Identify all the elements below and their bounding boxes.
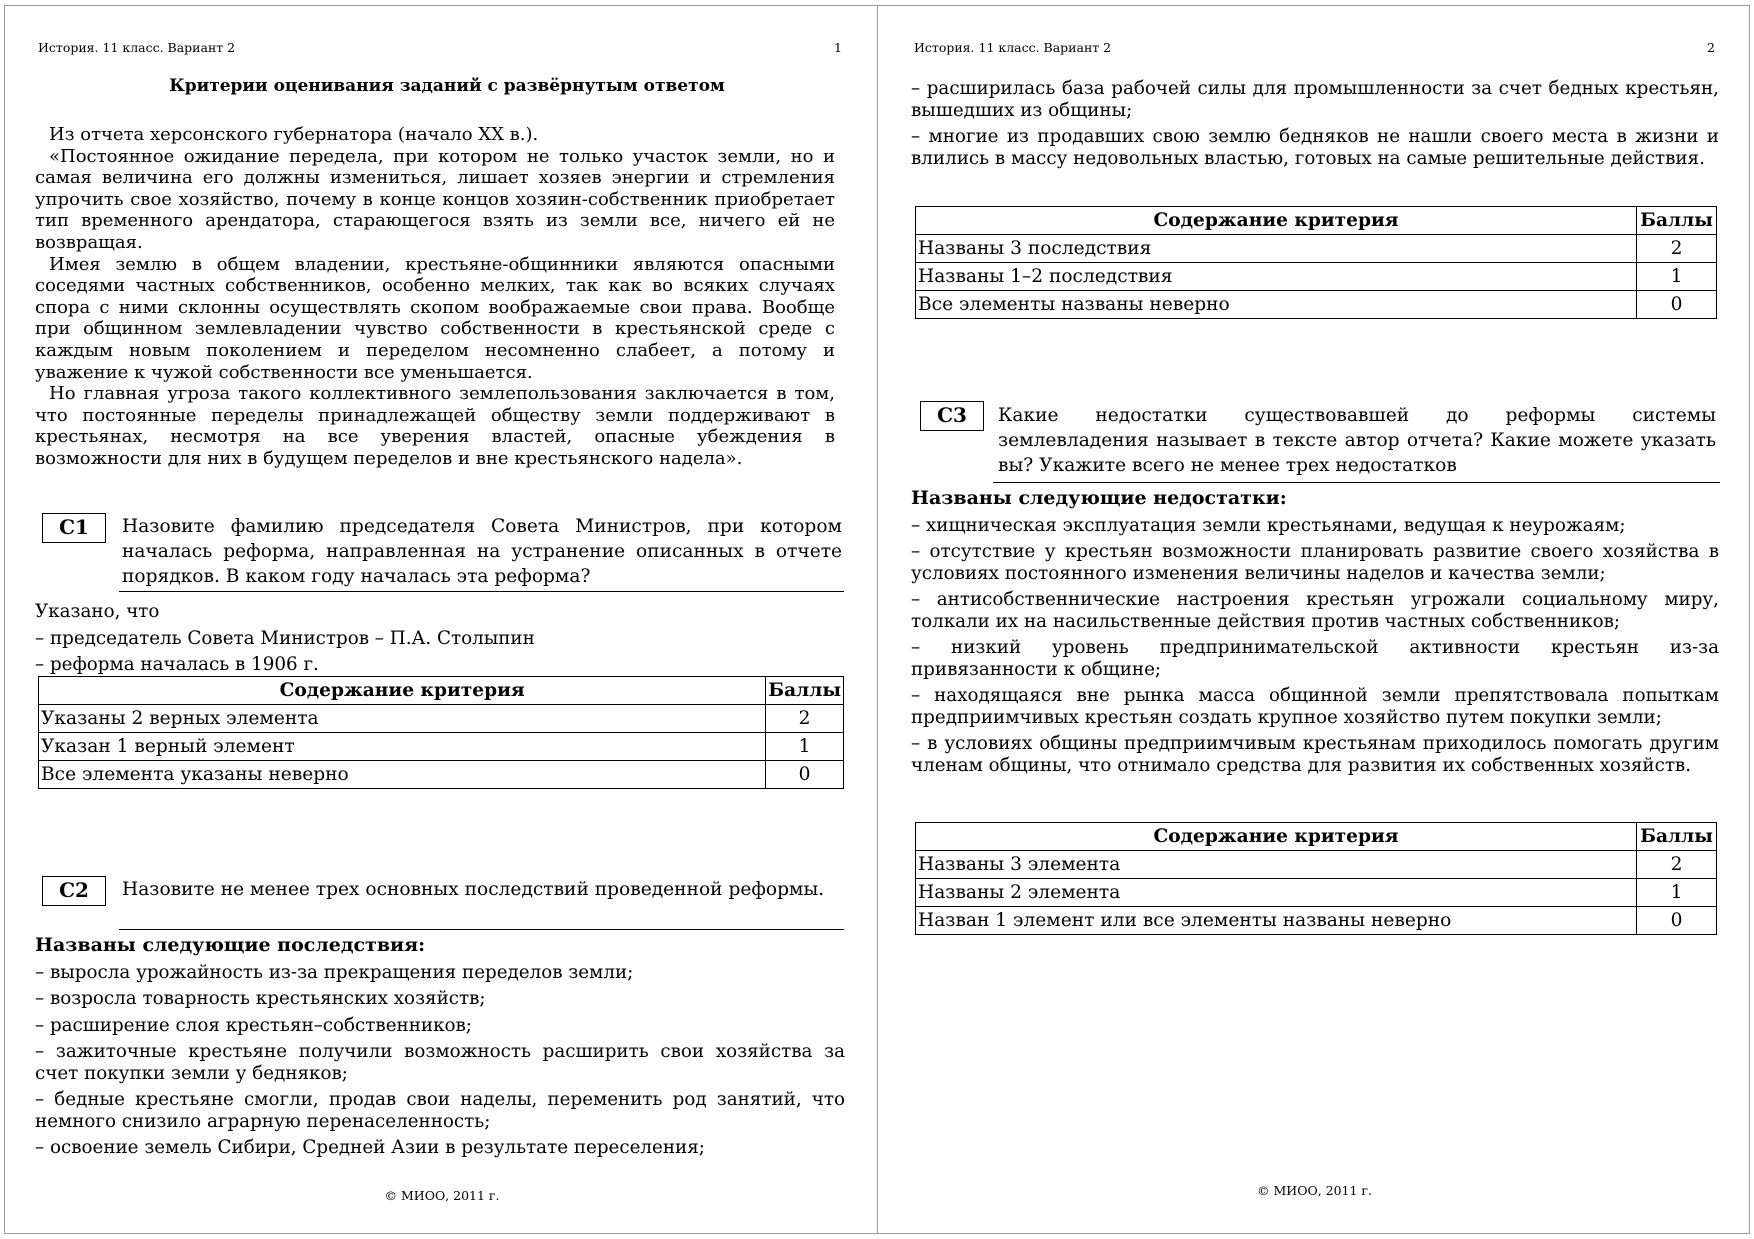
question-underline bbox=[993, 482, 1720, 483]
col-content-header: Содержание критерия bbox=[916, 823, 1637, 851]
criterion-points: 2 bbox=[766, 705, 844, 733]
criterion-text: Назван 1 элемент или все элементы названы неверно bbox=[916, 907, 1637, 935]
list-item: – возросла товарность крестьянских хозяйств; bbox=[35, 988, 486, 1009]
criteria-table-c1 bbox=[38, 676, 844, 789]
criterion-points: 1 bbox=[766, 733, 844, 761]
excerpt-paragraph: Имея землю в общем владении, крестьяне-общинники являются опасными соседями частных собственников, особенно мелких, так как во всяких случаях спора с ними склонны осуществлять скопом воображаемые свои права. Вообще при общинном землевладении чувство собственности в крестьянской среде с каждым новым поколением и переделом несомненно слабеет, а потому и уважение к чужой собственности все уменьшается. bbox=[35, 253, 835, 383]
task-c2-answer bbox=[35, 935, 845, 1164]
list-item: – освоение земель Сибири, Средней Азии в результате переселения; bbox=[35, 1137, 705, 1158]
list-item: – низкий уровень предпринимательской активности крестьян из-за привязанности к общине; bbox=[911, 637, 1719, 680]
table-row bbox=[39, 761, 844, 789]
criterion-text: Указаны 2 верных элемента bbox=[39, 705, 766, 733]
source-caption: Из отчета херсонского губернатора (начало XX в.). bbox=[49, 124, 539, 145]
page-number: 2 bbox=[1707, 40, 1715, 55]
task-c3-answer bbox=[911, 488, 1719, 781]
criterion-text: Названы 2 элемента bbox=[916, 879, 1637, 907]
criterion-points: 2 bbox=[1637, 235, 1717, 263]
list-item: – многие из продавших свою землю бедняков не нашли своего места в жизни и влились в массу недовольных властью, готовых на самые решительные действия. bbox=[911, 126, 1719, 169]
list-item: – находящаяся вне рынка масса общинной земли препятствовала попыткам предприимчивых крестьян создать крупное хозяйство путем покупки земли; bbox=[911, 685, 1719, 728]
criterion-text: Указан 1 верный элемент bbox=[39, 733, 766, 761]
col-points-header: Баллы bbox=[1637, 823, 1717, 851]
list-item: – хищническая эксплуатация земли крестьянами, ведущая к неурожаям; bbox=[911, 514, 1626, 536]
list-item: – зажиточные крестьяне получили возможность расширить свои хозяйства за счет покупки земли у бедняков; bbox=[35, 1041, 845, 1084]
list-item: – антисобственнические настроения крестьян угрожали социальному миру, толкали их на насильственные действия против частных собственников; bbox=[911, 589, 1719, 632]
answer-heading: Названы следующие недостатки: bbox=[911, 487, 1287, 509]
criterion-text: Все элементы названы неверно bbox=[916, 291, 1637, 319]
page-number: 1 bbox=[834, 40, 842, 55]
criterion-points: 0 bbox=[1637, 907, 1717, 935]
task-c2-answer-continued bbox=[911, 78, 1719, 174]
task-c1-answer bbox=[35, 599, 835, 679]
table-row bbox=[916, 907, 1717, 935]
page-2 bbox=[877, 5, 1750, 1234]
answer-line: Указано, что bbox=[35, 601, 160, 622]
page-1 bbox=[4, 5, 878, 1234]
list-item: – расширилась база рабочей силы для промышленности за счет бедных крестьян, вышедших из общины; bbox=[911, 78, 1719, 121]
col-points-header: Баллы bbox=[766, 677, 844, 705]
col-points-header: Баллы bbox=[1637, 207, 1717, 235]
criterion-points: 1 bbox=[1637, 263, 1717, 291]
table-row bbox=[916, 851, 1717, 879]
running-title: История. 11 класс. Вариант 2 bbox=[38, 40, 236, 55]
table-row bbox=[916, 291, 1717, 319]
excerpt-paragraph: Но главная угроза такого коллективного землепользования заключается в том, что постоянные переделы принадлежащей обществу земли поддерживают в крестьянах, несмотря на все уверения властей, опасные убеждения в возможности для них в будущем переделов и вне крестьянского надела». bbox=[35, 383, 835, 469]
page-footer: © МИОО, 2011 г. bbox=[384, 1188, 500, 1203]
task-c2-question: Назовите не менее трех основных последствий проведенной реформы. bbox=[122, 879, 825, 900]
task-c3-question: Какие недостатки существовавшей до реформы системы землевладения называет в тексте автор отчета? Какие можете указать вы? Укажите всего не менее трех недостатков bbox=[998, 405, 1716, 476]
task-c1-question: Назовите фамилию председателя Совета Министров, при котором началась реформа, направленная на устранение описанных в отчете порядков. В каком году началась эта реформа? bbox=[122, 516, 842, 587]
answer-heading: Названы следующие последствия: bbox=[35, 934, 426, 956]
list-item: – расширение слоя крестьян–собственников; bbox=[35, 1014, 472, 1036]
list-item: – отсутствие у крестьян возможности планировать развитие своего хозяйства в условиях постоянного изменения величины наделов и качества земли; bbox=[911, 541, 1719, 584]
table-row bbox=[916, 879, 1717, 907]
criterion-points: 0 bbox=[766, 761, 844, 789]
table-row bbox=[916, 235, 1717, 263]
list-item: – выросла урожайность из-за прекращения переделов земли; bbox=[35, 961, 634, 983]
criteria-table-c3 bbox=[915, 822, 1717, 935]
task-code-c2: С2 bbox=[42, 876, 106, 906]
col-content-header: Содержание критерия bbox=[39, 677, 766, 705]
table-row bbox=[39, 733, 844, 761]
col-content-header: Содержание критерия bbox=[916, 207, 1637, 235]
table-header-row bbox=[916, 207, 1717, 235]
page-title: Критерии оценивания заданий с развёрнутым ответом bbox=[169, 76, 725, 96]
page-footer: © МИОО, 2011 г. bbox=[1257, 1183, 1372, 1198]
table-row bbox=[916, 263, 1717, 291]
criterion-points: 0 bbox=[1637, 291, 1717, 319]
criterion-points: 2 bbox=[1637, 851, 1717, 879]
answer-line: – председатель Совета Министров – П.А. Столыпин bbox=[35, 627, 535, 649]
criterion-text: Названы 3 последствия bbox=[916, 235, 1637, 263]
answer-line: – реформа началась в 1906 г. bbox=[35, 654, 319, 675]
list-item: – в условиях общины предприимчивым крестьянам приходилось помогать другим членам общины, что отнимало средства для развития их собственных хозяйств. bbox=[911, 733, 1719, 776]
excerpt-paragraph: «Постоянное ожидание передела, при котором не только участок земли, но и самая величина его должны измениться, лишает хозяев энергии и стремления упрочить свое хозяйство, почему в конце концов хозяин-собственник приобретает тип временного арендатора, старающегося взять из земли все, ничего ей не возвращая. bbox=[35, 145, 835, 253]
question-underline bbox=[119, 929, 844, 930]
criteria-table-c2 bbox=[915, 206, 1717, 319]
source-excerpt bbox=[35, 124, 835, 470]
criterion-points: 1 bbox=[1637, 879, 1717, 907]
task-code-c1: С1 bbox=[42, 513, 106, 543]
criterion-text: Названы 3 элемента bbox=[916, 851, 1637, 879]
table-row bbox=[39, 705, 844, 733]
table-header-row bbox=[916, 823, 1717, 851]
running-title: История. 11 класс. Вариант 2 bbox=[914, 40, 1112, 55]
task-code-c3: С3 bbox=[920, 401, 984, 431]
question-underline bbox=[119, 591, 844, 592]
criterion-text: Названы 1–2 последствия bbox=[916, 263, 1637, 291]
list-item: – бедные крестьяне смогли, продав свои наделы, переменить род занятий, что немного снизило аграрную перенаселенность; bbox=[35, 1089, 845, 1132]
criterion-text: Все элемента указаны неверно bbox=[39, 761, 766, 789]
table-header-row bbox=[39, 677, 844, 705]
